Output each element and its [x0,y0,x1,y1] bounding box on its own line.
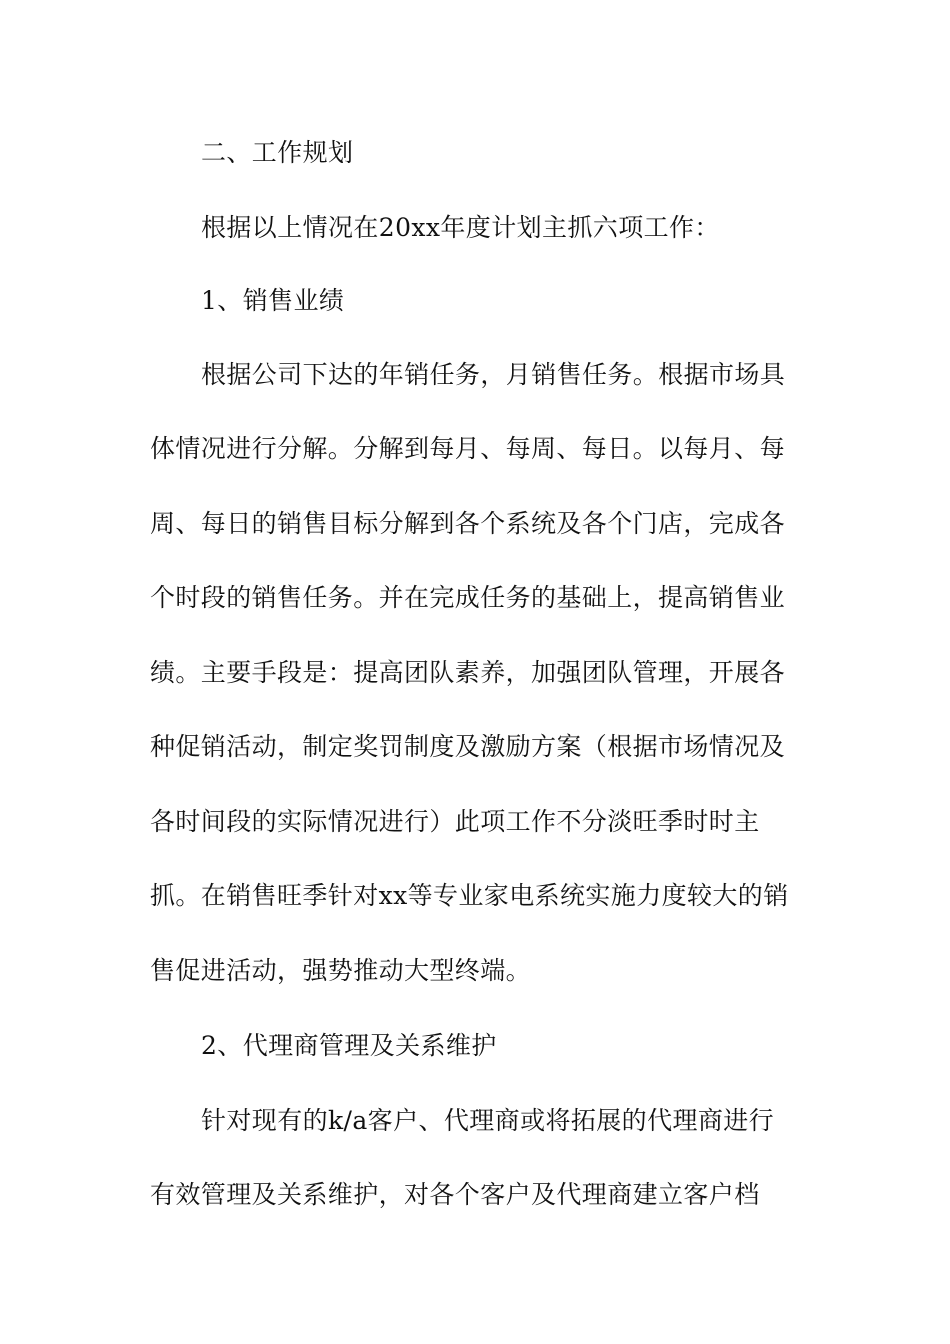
paragraph-line: 绩。主要手段是：提高团队素养，加强团队管理，开展各 [150,658,786,687]
paragraph-line: 抓。在销售旺季针对xx等专业家电系统实施力度较大的销 [150,881,789,910]
subsection-heading: 1、销售业绩 [201,286,345,315]
paragraph-line: 个时段的销售任务。并在完成任务的基础上，提高销售业 [150,583,786,612]
paragraph-line: 种促销活动，制定奖罚制度及激励方案（根据市场情况及 [150,732,786,761]
paragraph-line: 根据以上情况在20xx年度计划主抓六项工作： [201,213,720,242]
section-heading: 二、工作规划 [201,138,354,167]
paragraph-line: 周、每日的销售目标分解到各个系统及各个门店，完成各 [150,509,786,538]
subsection-heading: 2、代理商管理及关系维护 [201,1031,497,1060]
paragraph-line: 体情况进行分解。分解到每月、每周、每日。以每月、每 [150,434,786,463]
paragraph-line: 售促进活动，强势推动大型终端。 [150,956,532,985]
paragraph-line: 有效管理及关系维护，对各个客户及代理商建立客户档 [150,1180,760,1209]
paragraph-line: 针对现有的k/a客户、代理商或将拓展的代理商进行 [201,1106,775,1135]
paragraph-line: 各时间段的实际情况进行）此项工作不分淡旺季时时主 [150,807,760,836]
paragraph-line: 根据公司下达的年销任务，月销售任务。根据市场具 [201,360,786,389]
